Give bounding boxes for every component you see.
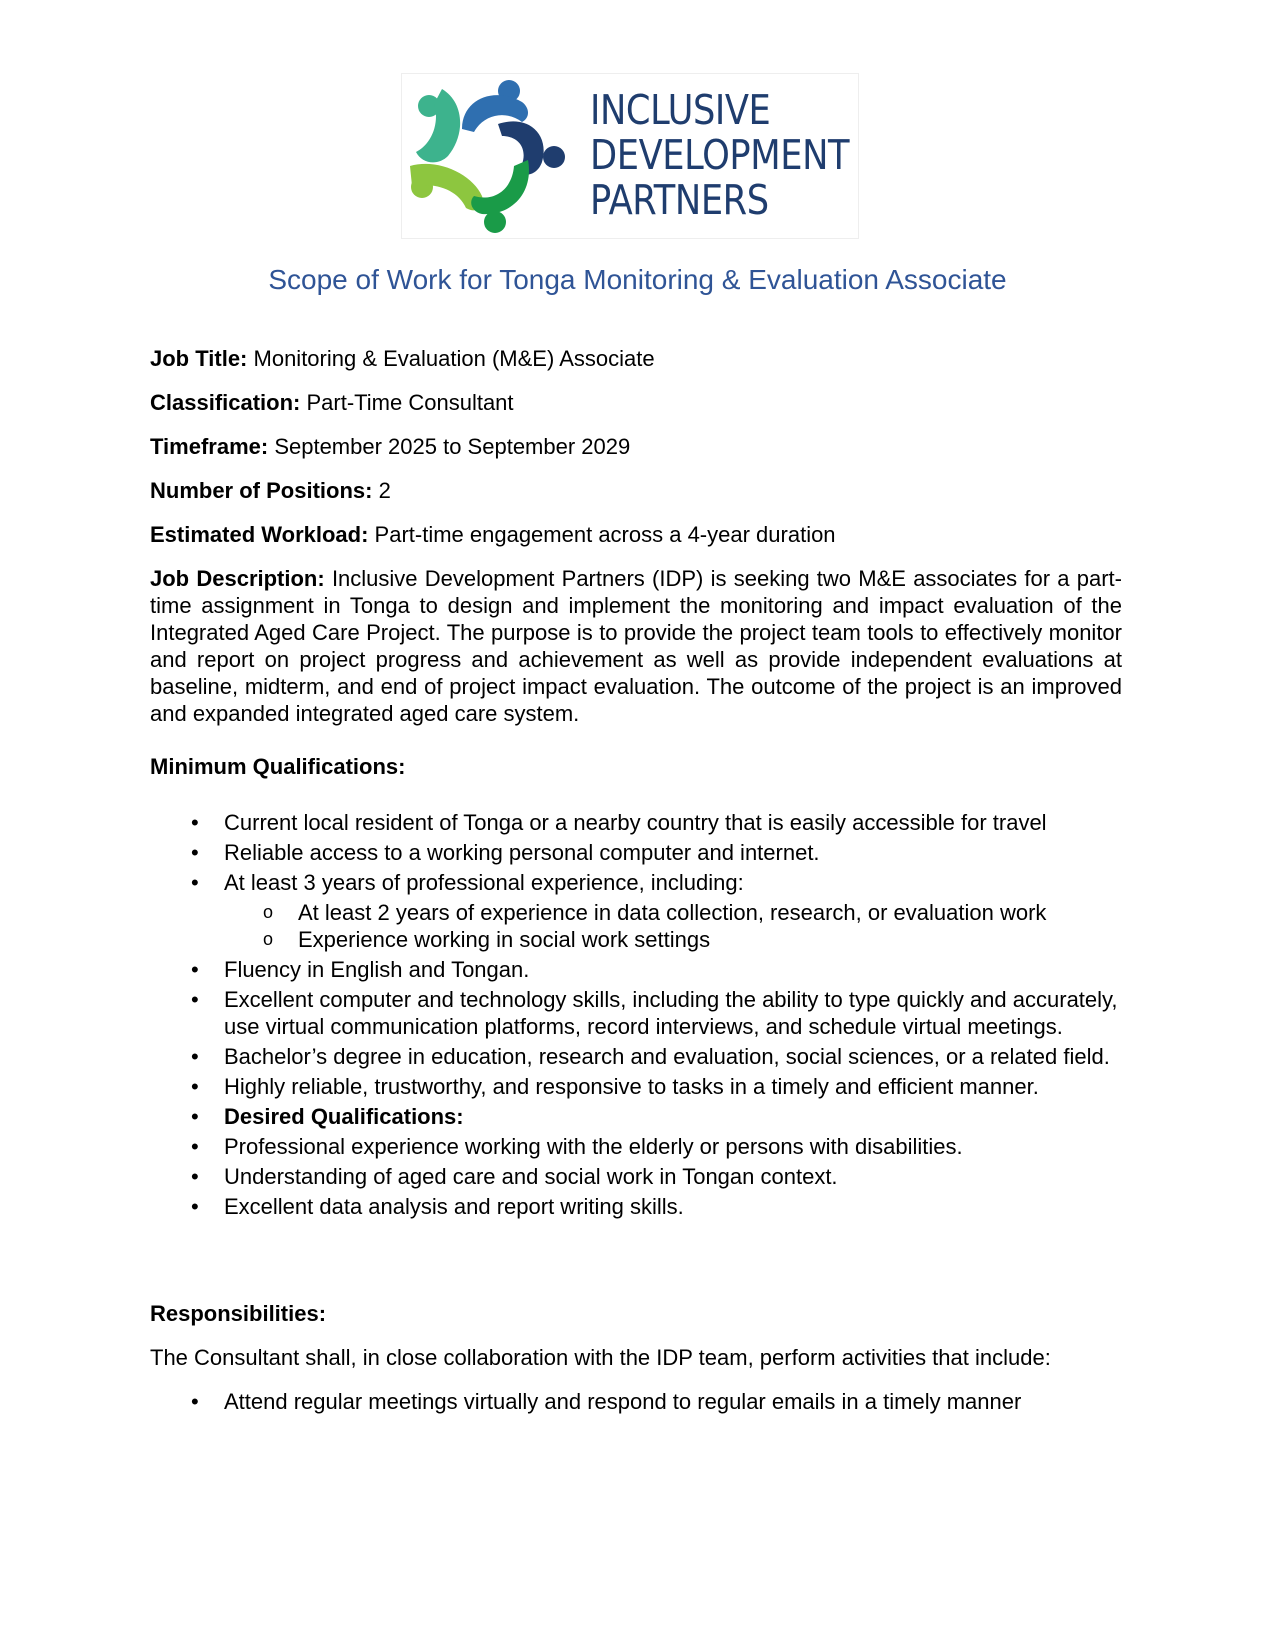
sub-list-item xyxy=(150,899,1122,926)
list-item-text: Highly reliable, trustworthy, and responsive to tasks in a timely and efficient manner. xyxy=(224,1074,1039,1099)
list-item xyxy=(150,1073,1122,1100)
min-qualifications-list xyxy=(150,809,1122,896)
field-estimated-workload xyxy=(150,521,1122,548)
desired-qualifications-heading: Desired Qualifications: xyxy=(224,1104,464,1129)
list-item-text: At least 2 years of experience in data collection, research, or evaluation work xyxy=(298,900,1047,925)
bullet-icon: • xyxy=(191,810,199,835)
job-description-text: Inclusive Development Partners (IDP) is seeking two M&E associates for a part-time assignment in Tonga to design and implement the monitoring and impact evaluation of the Integrated Aged Care Project. The purpose is to provide the project team tools to effectively monitor and report on project progress and achievement as well as provide independent evaluations at baseline, midterm, and end of project impact evaluation. The outcome of the project is an improved and expanded integrated aged care system. xyxy=(150,566,1122,726)
list-item-text: Bachelor’s degree in education, research and evaluation, social sciences, or a related field. xyxy=(224,1044,1110,1069)
field-label: Number of Positions: xyxy=(150,478,373,503)
min-qualifications-list-continued xyxy=(150,956,1122,1220)
field-classification xyxy=(150,389,1122,416)
logo-line-2: DEVELOPMENT xyxy=(590,131,850,179)
list-item-text: Fluency in English and Tongan. xyxy=(224,957,530,982)
list-item xyxy=(150,1193,1122,1220)
sub-bullet-icon: o xyxy=(263,902,274,922)
field-value: Monitoring & Evaluation (M&E) Associate xyxy=(247,346,655,371)
sub-list-item xyxy=(150,926,1122,953)
idp-logo-wordmark xyxy=(590,88,849,223)
list-item xyxy=(150,1163,1122,1190)
idp-logo-mark-icon xyxy=(402,74,582,240)
responsibilities-intro: The Consultant shall, in close collaboration with the IDP team, perform activities that include: xyxy=(150,1345,1051,1370)
field-timeframe xyxy=(150,433,1122,460)
list-item-text: Current local resident of Tonga or a nearby country that is easily accessible for travel xyxy=(224,810,1047,835)
bullet-icon: • xyxy=(191,1389,199,1414)
list-item xyxy=(150,1043,1122,1070)
field-value: 2 xyxy=(372,478,391,503)
list-item xyxy=(150,956,1122,983)
list-item-text: Experience working in social work settings xyxy=(298,927,711,952)
field-label: Job Title: xyxy=(150,346,248,371)
list-item-text: Excellent computer and technology skills, including the ability to type quickly and accurately, use virtual communication platforms, record interviews, and schedule virtual meetings. xyxy=(224,987,1118,1039)
min-qualifications-heading: Minimum Qualifications: xyxy=(150,754,406,779)
field-job-title xyxy=(150,345,1122,372)
bullet-icon: • xyxy=(191,840,199,865)
bullet-icon: • xyxy=(191,1194,199,1219)
bullet-icon: • xyxy=(191,1104,199,1129)
list-item xyxy=(150,839,1122,866)
list-item xyxy=(150,869,1122,896)
list-item-text: Professional experience working with the elderly or persons with disabilities. xyxy=(224,1134,963,1159)
field-value: Part-time engagement across a 4-year duration xyxy=(368,522,836,547)
logo-line-3: PARTNERS xyxy=(590,176,769,224)
list-item-text: Attend regular meetings virtually and respond to regular emails in a timely manner xyxy=(224,1389,1022,1414)
document-title: Scope of Work for Tonga Monitoring & Evaluation Associate xyxy=(268,264,1007,295)
field-value: Part-Time Consultant xyxy=(300,390,514,415)
bullet-icon: • xyxy=(191,1074,199,1099)
bullet-icon: • xyxy=(191,1164,199,1189)
field-number-of-positions xyxy=(150,477,1122,504)
list-item-text: Excellent data analysis and report writing skills. xyxy=(224,1194,684,1219)
field-label: Timeframe: xyxy=(150,434,269,459)
idp-logo xyxy=(401,73,859,239)
responsibilities-list xyxy=(150,1388,1122,1415)
bullet-icon: • xyxy=(191,870,199,895)
bullet-icon: • xyxy=(191,1134,199,1159)
list-item-text: Understanding of aged care and social work in Tongan context. xyxy=(224,1164,838,1189)
list-item-text: At least 3 years of professional experience, including: xyxy=(224,870,744,895)
field-label: Estimated Workload: xyxy=(150,522,369,547)
list-item xyxy=(150,986,1122,1040)
list-item-text: Reliable access to a working personal computer and internet. xyxy=(224,840,820,865)
bullet-icon: • xyxy=(191,1044,199,1069)
field-value: September 2025 to September 2029 xyxy=(268,434,631,459)
list-item-desired-qualifications xyxy=(150,1103,1122,1130)
bullet-icon: • xyxy=(191,987,199,1012)
responsibilities-heading: Responsibilities: xyxy=(150,1301,327,1326)
job-description-label: Job Description: xyxy=(150,566,325,591)
list-item xyxy=(150,1133,1122,1160)
job-description xyxy=(150,565,1122,727)
list-item xyxy=(150,809,1122,836)
field-label: Classification: xyxy=(150,390,301,415)
sub-bullet-icon: o xyxy=(263,929,274,949)
document-body xyxy=(150,345,1122,1418)
experience-sub-list xyxy=(150,899,1122,953)
logo-line-1: INCLUSIVE xyxy=(590,86,771,134)
list-item xyxy=(150,1388,1122,1415)
bullet-icon: • xyxy=(191,957,199,982)
